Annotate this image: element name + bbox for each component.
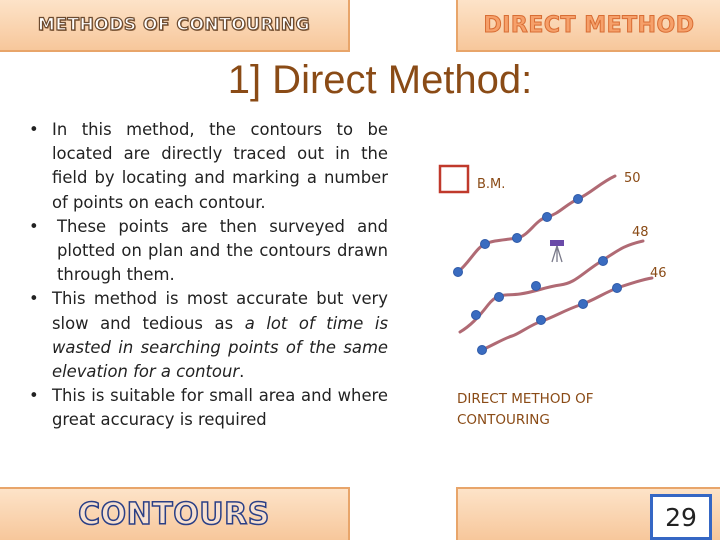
direct-method-label: DIRECT METHOD: [483, 12, 695, 38]
survey-point: [532, 282, 541, 291]
bullet-item: • These points are then surveyed and plotted on plan and the contours drawn through them.: [24, 215, 388, 288]
survey-point: [478, 346, 487, 355]
survey-point: [472, 311, 481, 320]
contour-line-46: [482, 278, 652, 350]
contour-label-48: 48: [632, 225, 649, 240]
slide-title: 1] Direct Method:: [227, 58, 533, 102]
bm-label: B.M.: [477, 177, 506, 192]
tripod-instrument-icon: [550, 240, 564, 262]
diagram-caption-line2: CONTOURING: [457, 412, 550, 428]
survey-point: [537, 316, 546, 325]
contours-footer-label: CONTOURS: [78, 497, 270, 532]
contours-footer-tab[interactable]: [0, 487, 350, 540]
survey-point: [481, 240, 490, 249]
survey-point: [579, 300, 588, 309]
survey-point: [543, 213, 552, 222]
survey-point: [513, 234, 522, 243]
survey-point: [613, 284, 622, 293]
bm-box: [440, 166, 468, 192]
survey-point: [495, 293, 504, 302]
bullet-item: • This method is most accurate but very slow and tedious as a lot of time is wasted in searching points of the same elevation for a contour.: [24, 287, 388, 384]
bullet-item: • This is suitable for small area and where great accuracy is required: [24, 384, 388, 432]
diagram-caption-line1: DIRECT METHOD OF: [457, 391, 594, 407]
page-number: 29: [650, 494, 712, 540]
survey-point: [454, 268, 463, 277]
survey-point: [599, 257, 608, 266]
contour-label-46: 46: [650, 266, 667, 281]
methods-of-contouring-label: METHODS OF CONTOURING: [37, 15, 311, 35]
bullet-item: • In this method, the contours to be located are directly traced out in the field by locating and marking a number of points on each contour.: [24, 118, 388, 215]
contour-label-50: 50: [624, 171, 641, 186]
survey-point: [574, 195, 583, 204]
